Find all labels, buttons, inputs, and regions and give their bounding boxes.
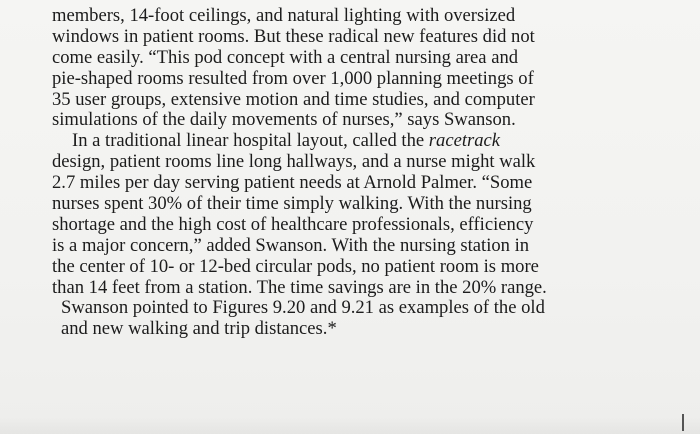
paragraph-2-line: Swanson pointed to Figures 9.20 and 9.21 as examples of the old xyxy=(61,297,545,319)
racetrack-term: racetrack xyxy=(428,130,501,152)
page-bottom-shadow xyxy=(0,416,700,434)
paragraph-2-line: than 14 feet from a station. The time savings are in the 20% range. xyxy=(52,276,547,298)
paragraph-2-line: 2.7 miles per day serving patient needs at Arnold Palmer. “Some xyxy=(52,172,533,194)
text-block xyxy=(52,6,652,340)
paragraph-2-line: nurses spent 30% of their time simply walking. With the nursing xyxy=(52,193,532,215)
paragraph-1-line: simulations of the daily movements of nurses,” says Swanson. xyxy=(52,109,516,131)
paragraph-1-line: members, 14-foot ceilings, and natural lighting with oversized xyxy=(52,5,516,26)
paragraph-2-line: design, patient rooms line long hallways, and a nurse might walk xyxy=(52,151,536,173)
paragraph-2-line: shortage and the high cost of healthcare professionals, efficiency xyxy=(52,213,534,235)
paragraph-1-line: 35 user groups, extensive motion and time studies, and computer xyxy=(52,88,535,110)
paragraph-2-first-line-text: In a traditional linear hospital layout, called the xyxy=(72,130,429,152)
paragraph-2-line: is a major concern,” added Swanson. With the nursing station in xyxy=(52,234,530,256)
paragraph-1-line: windows in patient rooms. But these radical new features did not xyxy=(52,25,535,47)
paragraph-2-line: the center of 10- or 12-bed circular pods, no patient room is more xyxy=(52,255,539,277)
paragraph-2-first-line xyxy=(52,131,652,152)
paragraph-1-line: come easily. “This pod concept with a central nursing area and xyxy=(52,46,519,68)
paragraph-1-line: pie-shaped rooms resulted from over 1,000 planning meetings of xyxy=(52,67,534,89)
paragraph-2-line: and new walking and trip distances.* xyxy=(61,318,337,340)
